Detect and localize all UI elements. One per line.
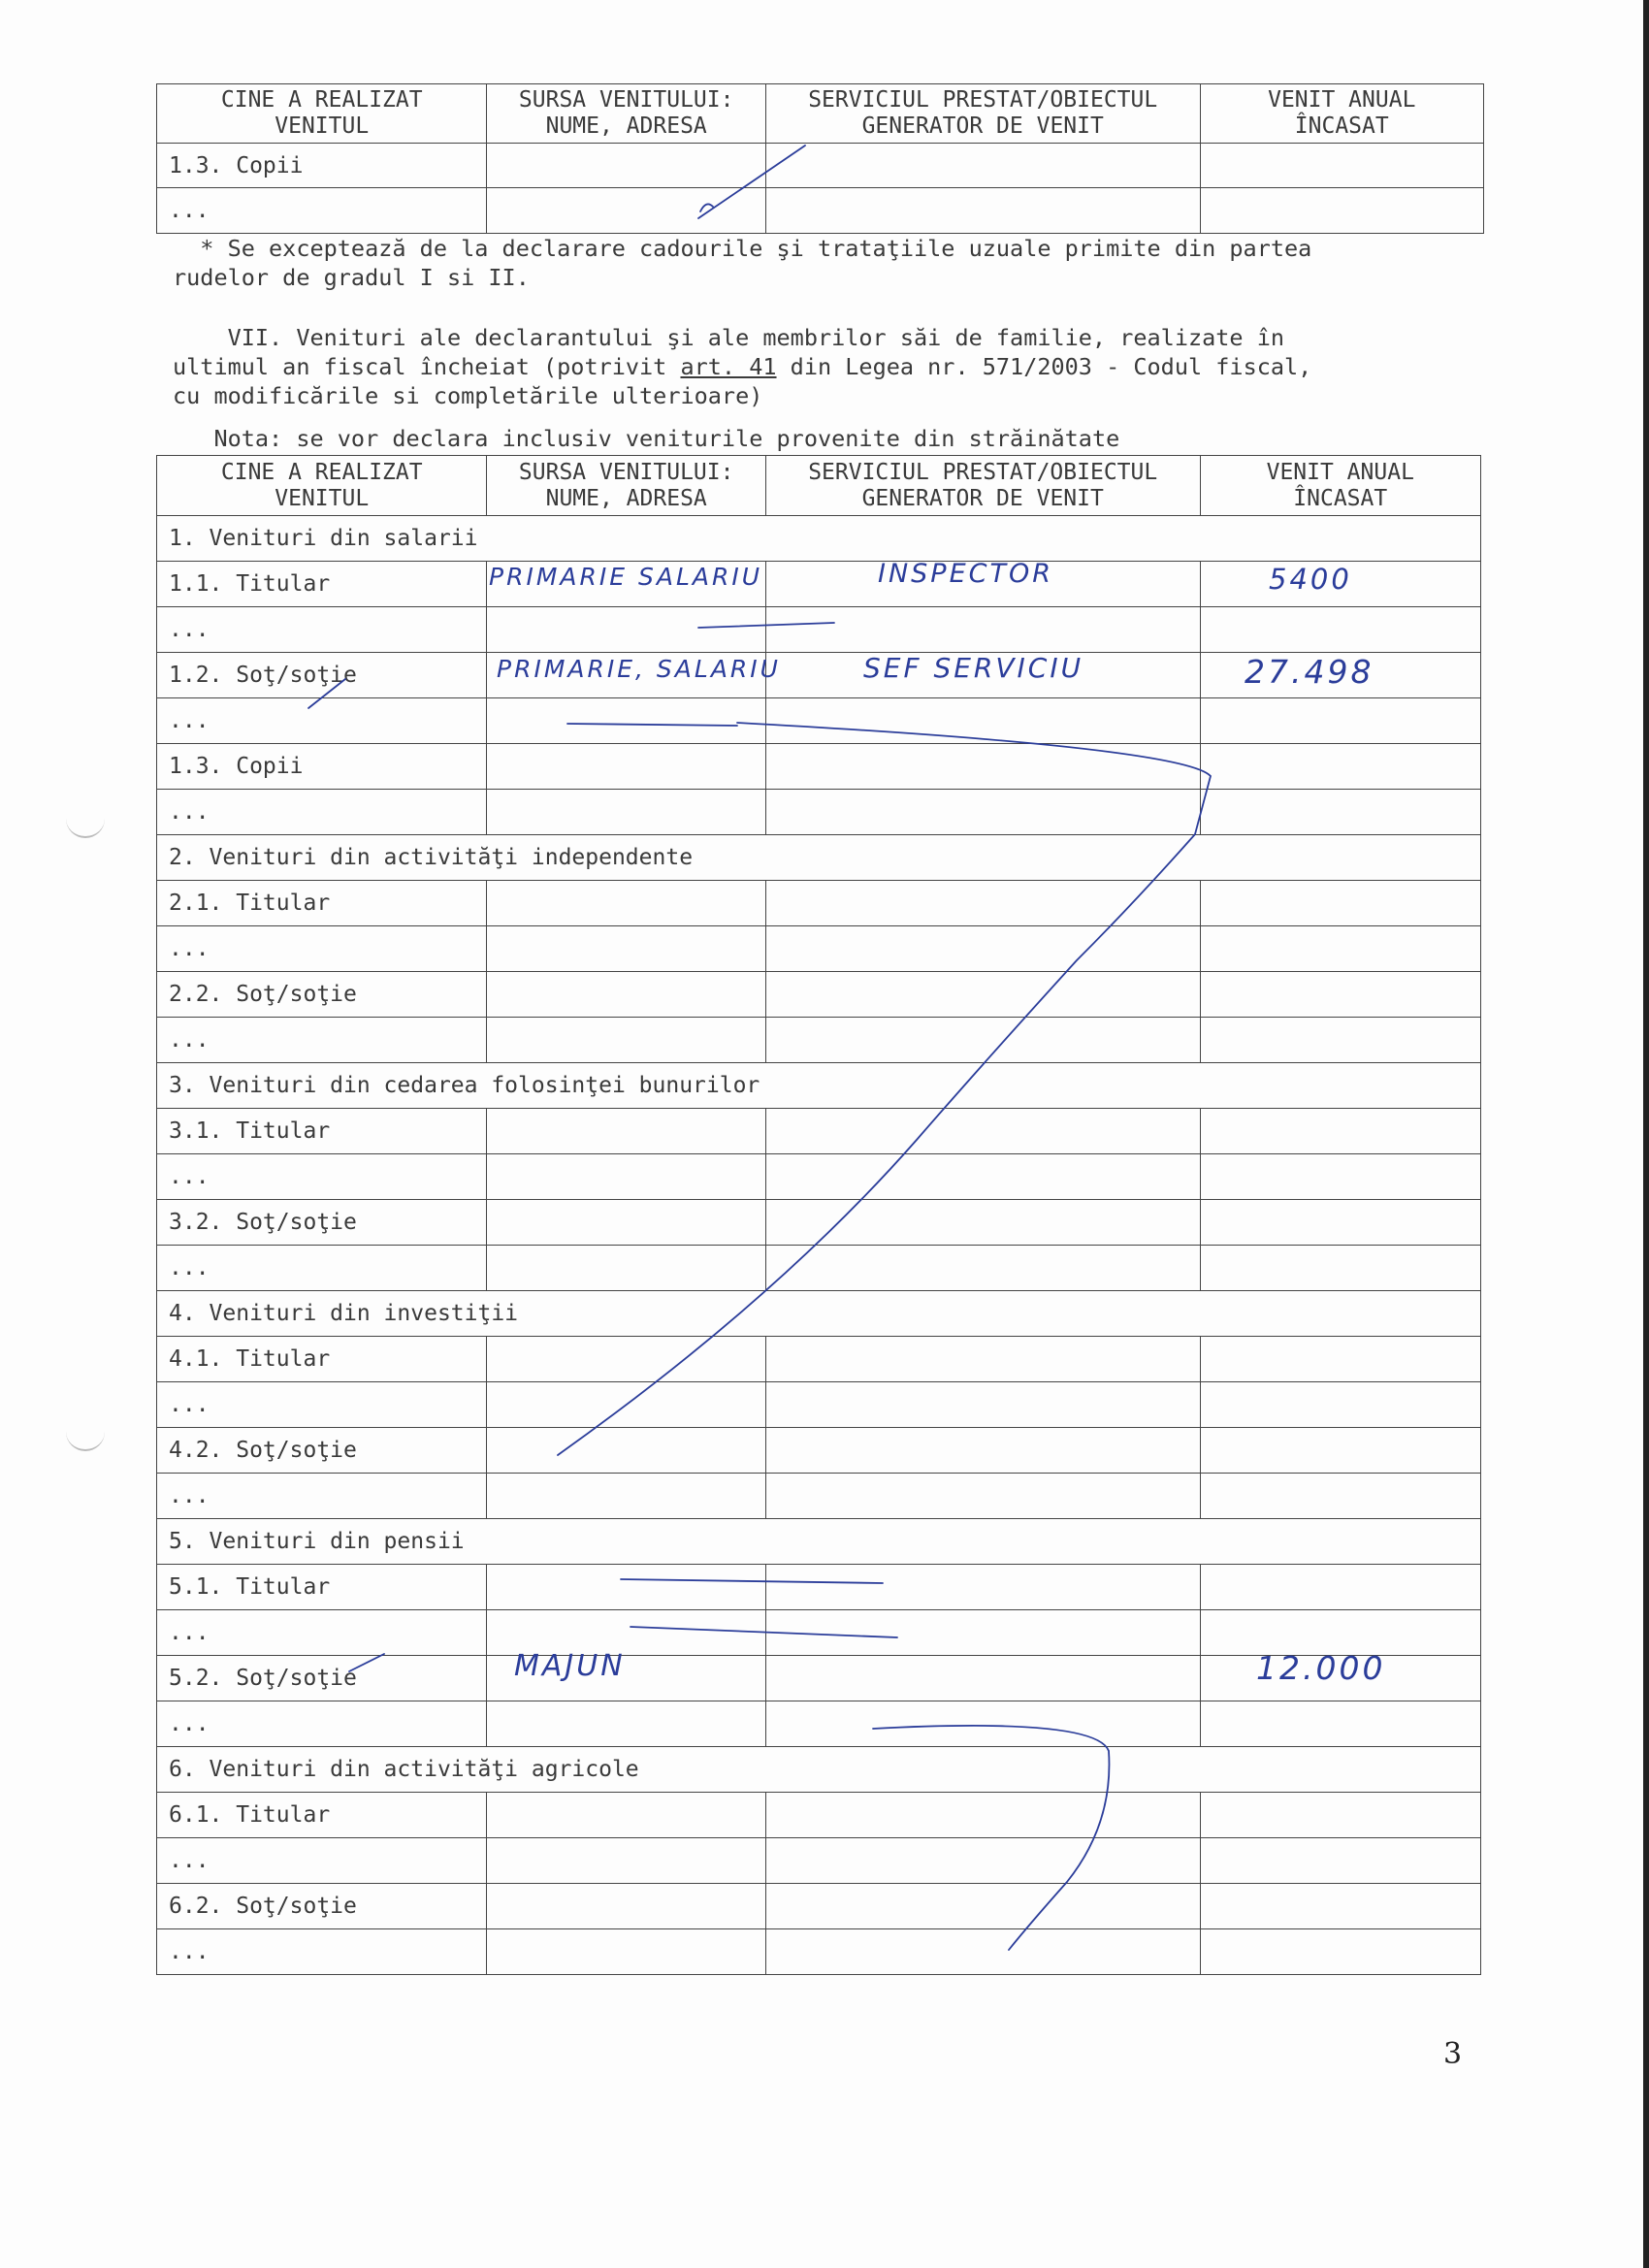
income-earner-cell: 5.1. Titular (157, 1565, 487, 1610)
strike-soție-1 (308, 679, 345, 708)
column-header-text: GENERATOR DE VENIT (861, 113, 1104, 139)
handwritten-spouse-source: PRIMARIE, SALARIU (497, 655, 781, 683)
handwritten-pension-source: MAJUN (514, 1649, 626, 1683)
handwritten-titular-service: INSPECTOR (878, 559, 1053, 589)
column-header-text: VENIT ANUAL (1266, 459, 1414, 485)
handwritten-titular-amount: 5400 (1269, 563, 1352, 596)
dash-row-1-2 (567, 724, 737, 726)
income-earner-cell: ... (157, 1018, 487, 1063)
section-title: 5. Venituri din pensii (157, 1519, 1481, 1565)
section-vii-line-2-end: din Legea nr. 571/2003 - Codul fiscal, (776, 353, 1312, 380)
section-title: 1. Venituri din salarii (157, 516, 1481, 562)
income-earner-cell: 1.2. Soţ/soţie (157, 653, 487, 698)
income-earner-cell: 1.3. Copii (157, 144, 487, 188)
law-article-link[interactable]: art. 41 (680, 353, 777, 380)
footnote-line-1: * Se exceptează de la declarare cadourile şi trataţiile uzuale primite din partea (200, 235, 1312, 262)
column-header-text: CINE A REALIZAT (220, 87, 423, 113)
section-vii-line-2: ultimul an fiscal încheiat (potrivit (173, 353, 681, 380)
page-number: 3 (1443, 2037, 1463, 2071)
income-earner-cell: 5.2. Soţ/soţie (157, 1656, 487, 1701)
income-earner-cell: ... (157, 188, 487, 234)
income-earner-cell: ... (157, 698, 487, 744)
dash-pension-2 (630, 1627, 897, 1637)
income-earner-cell: 1.3. Copii (157, 744, 487, 790)
income-earner-cell: 6.1. Titular (157, 1793, 487, 1838)
handwritten-titular-source: PRIMARIE SALARIU (489, 563, 763, 591)
income-earner-cell: ... (157, 1838, 487, 1884)
income-earner-cell: 4.1. Titular (157, 1337, 487, 1382)
income-earner-cell: 2.1. Titular (157, 881, 487, 926)
income-earner-cell: ... (157, 1382, 487, 1428)
income-earner-cell: ... (157, 1246, 487, 1291)
nota-text: Nota: se vor declara inclusiv veniturile provenite din străinătate (213, 425, 1120, 452)
column-header-text: ÎNCASAT (1294, 113, 1389, 139)
section-title: 2. Venituri din activităţi independente (157, 835, 1481, 881)
section-title: 6. Venituri din activităţi agricole (157, 1747, 1481, 1793)
handwritten-spouse-amount: 27.498 (1245, 653, 1374, 691)
section-title: 3. Venituri din cedarea folosinţei bunurilor (157, 1063, 1481, 1109)
section-title: 4. Venituri din investiţii (157, 1291, 1481, 1337)
column-header-text: VENITUL (275, 485, 370, 511)
column-header-text: ÎNCASAT (1293, 485, 1388, 511)
handwritten-pension-amount: 12.000 (1256, 1649, 1386, 1687)
cancel-slash-table1 (698, 146, 805, 218)
strike-soție-2 (349, 1654, 384, 1671)
column-header-text: SERVICIUL PRESTAT/OBIECTUL (808, 87, 1158, 113)
income-earner-cell: ... (157, 607, 487, 653)
income-earner-cell: ... (157, 1474, 487, 1519)
income-earner-cell: 3.1. Titular (157, 1109, 487, 1154)
dash-row-1-1 (698, 623, 834, 628)
big-diagonal-cancel (558, 723, 1211, 1455)
income-earner-cell: 6.2. Soţ/soţie (157, 1884, 487, 1929)
agri-cancel-curve (873, 1726, 1109, 1950)
income-earner-cell: ... (157, 1154, 487, 1200)
column-header-text: CINE A REALIZAT (220, 459, 423, 485)
income-earner-cell: 1.1. Titular (157, 562, 487, 607)
dash-pension-1 (621, 1579, 883, 1583)
income-earner-cell: 2.2. Soţ/soţie (157, 972, 487, 1018)
income-earner-cell: ... (157, 926, 487, 972)
income-earner-cell: ... (157, 790, 487, 835)
column-header-text: GENERATOR DE VENIT (861, 485, 1104, 511)
section-vii-line-1: VII. Venituri ale declarantului şi ale membrilor săi de familie, realizate în (227, 324, 1285, 351)
income-earner-cell: ... (157, 1610, 487, 1656)
column-header-text: SERVICIUL PRESTAT/OBIECTUL (808, 459, 1158, 485)
column-header-text: NUME, ADRESA (545, 485, 707, 511)
income-earner-cell: 4.2. Soţ/soţie (157, 1428, 487, 1474)
column-header-text: VENIT ANUAL (1268, 87, 1416, 113)
income-earner-cell: 3.2. Soţ/soţie (157, 1200, 487, 1246)
handwritten-spouse-service: SEF SERVICIU (863, 652, 1084, 684)
column-header-text: SURSA VENITULUI: (518, 87, 734, 113)
column-header-text: VENITUL (275, 113, 370, 139)
income-earner-cell: ... (157, 1701, 487, 1747)
column-header-text: SURSA VENITULUI: (518, 459, 734, 485)
section-vii-line-3: cu modificările si completările ulterioare) (173, 382, 763, 409)
income-earner-cell: ... (157, 1929, 487, 1975)
footnote-line-2: rudelor de gradul I si II. (173, 264, 530, 291)
column-header-text: NUME, ADRESA (545, 113, 707, 139)
